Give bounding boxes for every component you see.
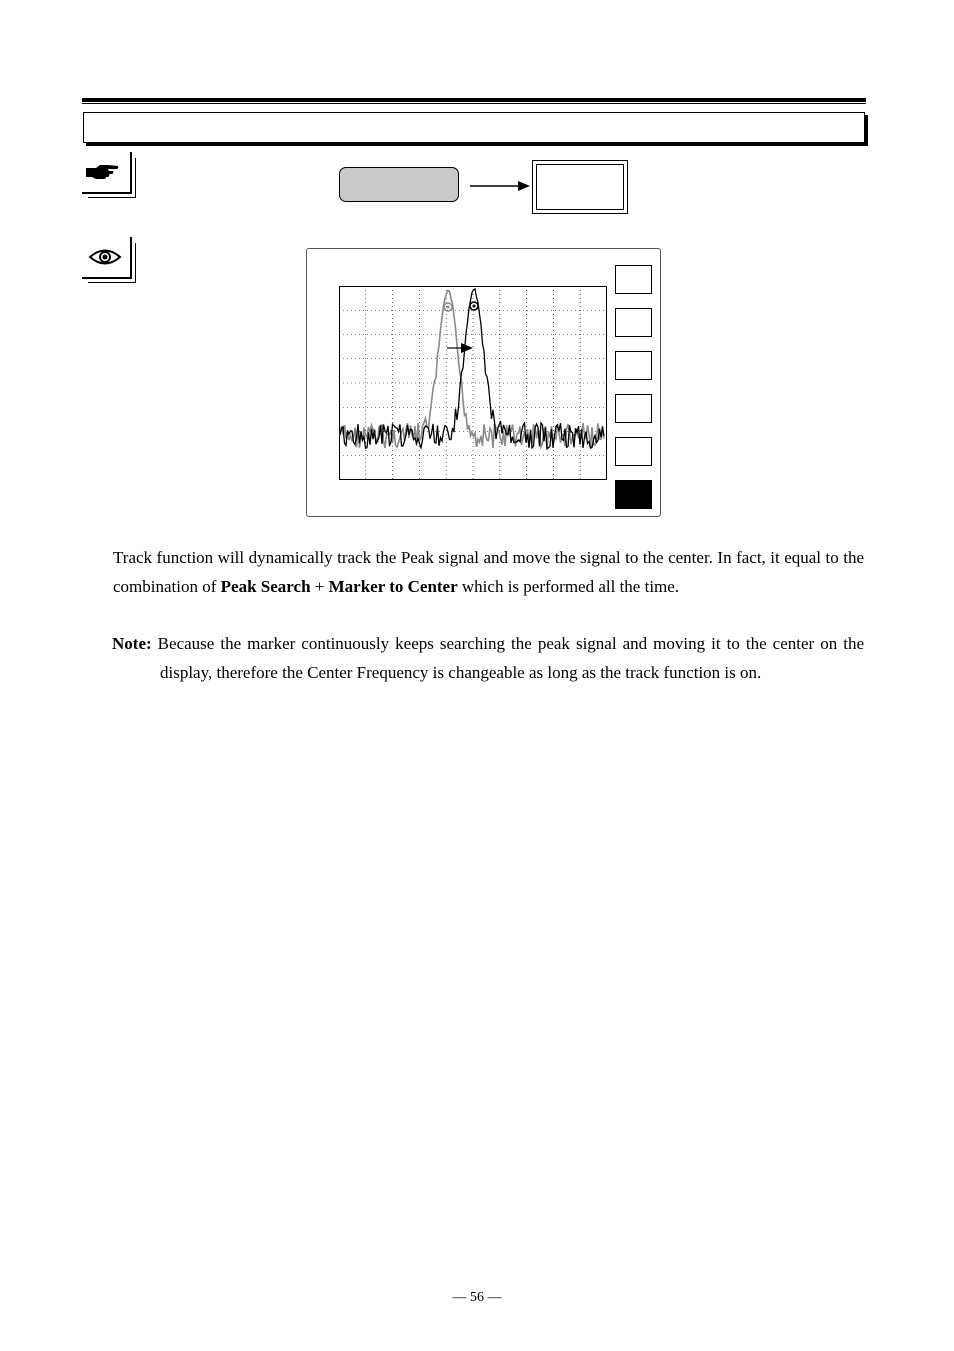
description-paragraph — [113, 543, 864, 601]
section-title-box — [83, 112, 865, 143]
description-text-1: Track function will dynamically track the Peak signal and move the signal to the center. In fact, it equal to the combination of — [113, 548, 864, 596]
display-icon-box — [82, 237, 132, 279]
header-rule-thin — [82, 103, 866, 104]
marker-to-center-term: Marker to Center — [328, 577, 458, 596]
plus-sign: + — [310, 577, 329, 596]
pointing-hand-icon — [84, 160, 120, 184]
note-label: Note: — [112, 634, 152, 653]
screen-softkey-4 — [615, 394, 652, 423]
screen-softkey-2 — [615, 308, 652, 337]
screen-softkey-1 — [615, 265, 652, 294]
peak-search-term: Peak Search — [220, 577, 311, 596]
screen-softkey-3 — [615, 351, 652, 380]
description-text-2: which is performed all the time. — [457, 577, 680, 596]
eye-icon — [88, 246, 122, 268]
arrow-icon — [470, 178, 532, 194]
screen-softkey-5 — [615, 437, 652, 466]
screen-softkey-track-active — [615, 480, 652, 509]
note-text: Because the marker continuously keeps searching the peak signal and moving it to the center on the display, therefore the Center Frequency is changeable as long as the track function is on. — [151, 634, 864, 682]
procedure-icon-box — [82, 152, 132, 194]
spectrum-plot — [339, 286, 609, 481]
page-number: — 56 — — [452, 1290, 502, 1305]
hardkey-button[interactable] — [339, 167, 459, 202]
header-rule-thick — [82, 98, 866, 102]
softkey-inner — [536, 164, 624, 210]
note-paragraph — [112, 629, 864, 687]
page-number-value: 56 — [470, 1290, 484, 1305]
